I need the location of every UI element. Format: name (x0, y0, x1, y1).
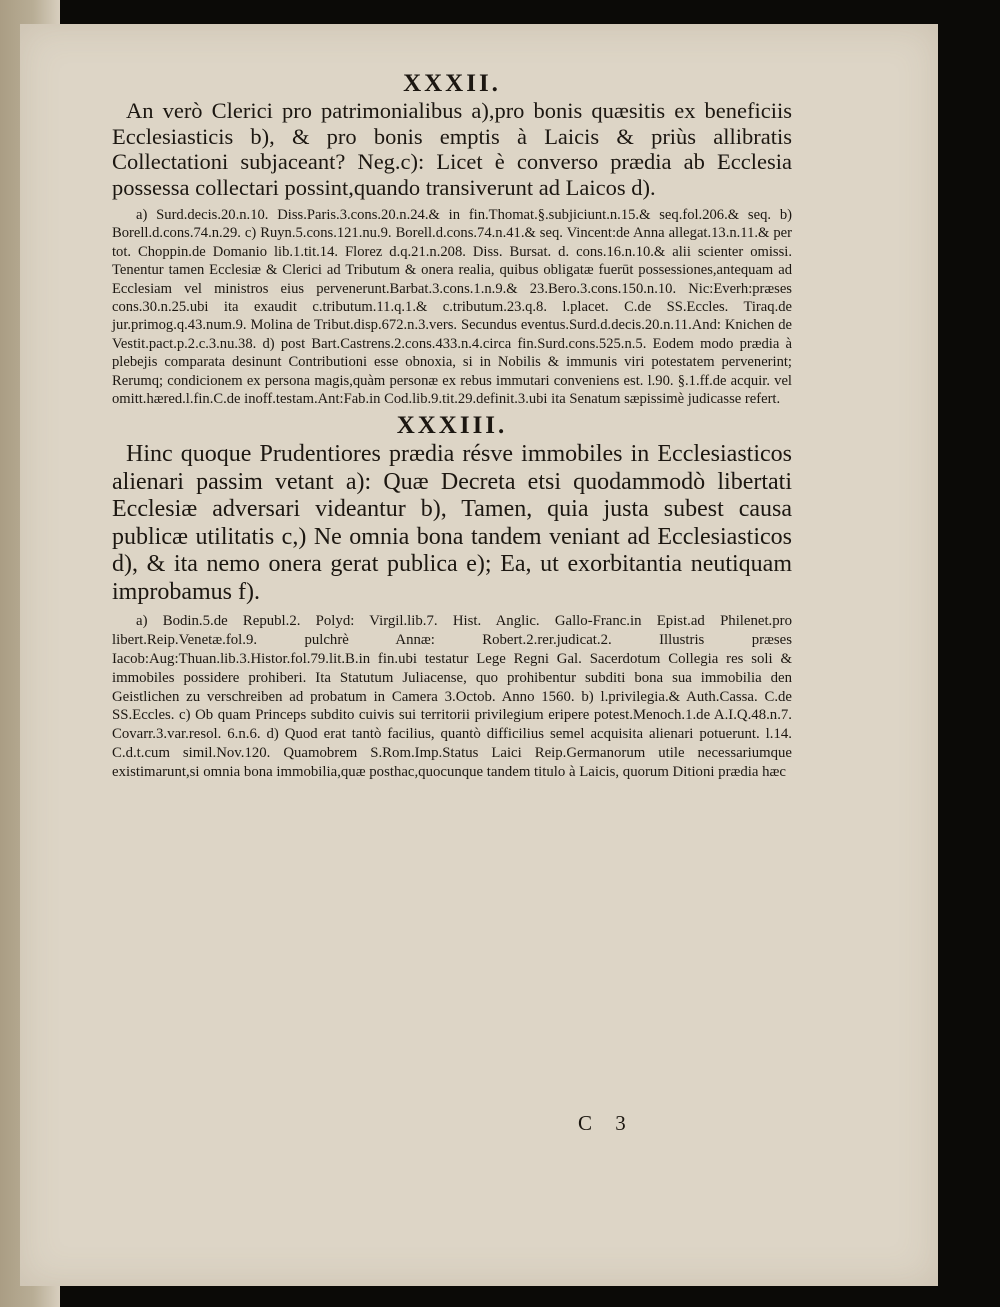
book-page (20, 24, 938, 1286)
section-xxxii-main-text: An verò Clerici pro patrimonialibus a),pro bonis quæsitis ex beneficiis Ecclesiasticis b), & pro bonis emptis à Laicis & priùs allibratis Collectationi subjaceant? Neg.c): Licet è converso prædia ab Ecclesia possessa collectari possint,quando transiverunt ad Laicos d). (112, 98, 792, 200)
section-heading-xxxii: XXXII. (403, 70, 501, 97)
section-xxxii-footnotes: a) Surd.decis.20.n.10. Diss.Paris.3.cons.20.n.24.& in fin.Thomat.§.subjiciunt.n.15.& seq.fol.206.& seq. b) Borell.d.cons.74.n.29. c) Ruyn.5.cons.121.nu.9. Borell.d.cons.74.n.41.& seq. Vincent:de Anna allegat.13.n.11.& per tot. Choppin.de Domanio lib.1.tit.14. Florez d.q.21.n.208. Diss. Bursat. d. cons.16.n.10.& alii scienter omissi. Tenentur tamen Ecclesiæ & Clerici ad Tributum & onera realia, quibus obligatæ fuerūt possessiones,antequam ad Ecclesiam vel ministros eius pervenerunt.Barbat.3.cons.1.n.9.& 23.Bero.3.cons.150.n.10. Nic:Everh:præses cons.30.n.25.ubi ita exaudit c.tributum.11.q.1.& c.tributum.23.q.8. l.placet. C.de SS.Eccles. Tiraq.de jur.primog.q.43.num.9. Molina de Tribut.disp.672.n.3.vers. Secundus eventus.Surd.d.decis.20.n.11.And: Knichen de Vestit.pact.p.2.c.3.nu.38. d) post Bart.Castrens.2.cons.433.n.4.circa fin.Surd.cons.525.n.5. Eodem modo prædia à plebejis comparata desinunt Contributioni esse obnoxia, si in Nobilis & immunis viri potestatem pervenerint; Rerumq; condicionem ex persona magis,quàm personæ ex rebus immutari conveniens est. l.90. §.1.ff.de acquir. vel omitt.hæred.l.fin.C.de inoff.testam.Ant:Fab.in Cod.lib.9.tit.29.definit.3.ubi ita Senatum sæpissimè judicasse refert. (112, 207, 792, 408)
section-heading-xxxiii: XXXIII. (396, 412, 508, 440)
section-xxxiii-main-text: Hinc quoque Prudentiores prædia résve immobiles in Ecclesiasticos alienari passim vetant a): Quæ Decreta etsi quodammodò libertati Ecclesiæ adversari videantur b), Tamen, quia justa subest causa publicæ utilitatis c,) Ne omnia bona tandem veniant ad Ecclesiasticos d), & ita nemo onera gerat publica e); Ea, ut exorbitantia neutiquam improbamus f). (112, 441, 792, 605)
signature-letter: C (578, 1111, 593, 1135)
page-footer (578, 1111, 698, 1136)
page-text (112, 70, 792, 782)
section-xxxiii-footnotes: a) Bodin.5.de Republ.2. Polyd: Virgil.lib.7. Hist. Anglic. Gallo-Franc.in Epist.ad Philenet.pro libert.Reip.Venetæ.fol.9. pulchrè Annæ: Robert.2.rer.judicat.2. Illustris præses Iacob:Aug:Thuan.lib.3.Histor.fol.79.lit.B.in fin.ubi testatur Lege Regni Gal. Sacerdotum Collegia res soli & immobiles possidere prohiberi. Ita Statutum Juliacense, quo prohibentur subditi bona sua immobilia den Geistlichen zu verschreiben ad probatum in Camera 3.Octob. Anno 1560. b) l.privilegia.& Auth.Cassa. C.de SS.Eccles. c) Ob quam Princeps subdito cuivis sui territorii privilegium eripere potest.Menoch.1.de A.I.Q.48.n.7. Covarr.3.var.resol. 6.n.6. d) Quod erat tantò facilius, quantò difficilius semel acquisita alienari potuerunt. l.14. C.d.t.cum simil.Nov.120. Quamobrem S.Rom.Imp.Status Laici Reip.Germanorum utile necessariumque existimarunt,si omnia bona immobilia,quæ posthac,quocunque tandem titulo à Laicis, quorum Ditioni prædia hæc (112, 613, 792, 780)
signature-number: 3 (615, 1111, 626, 1135)
